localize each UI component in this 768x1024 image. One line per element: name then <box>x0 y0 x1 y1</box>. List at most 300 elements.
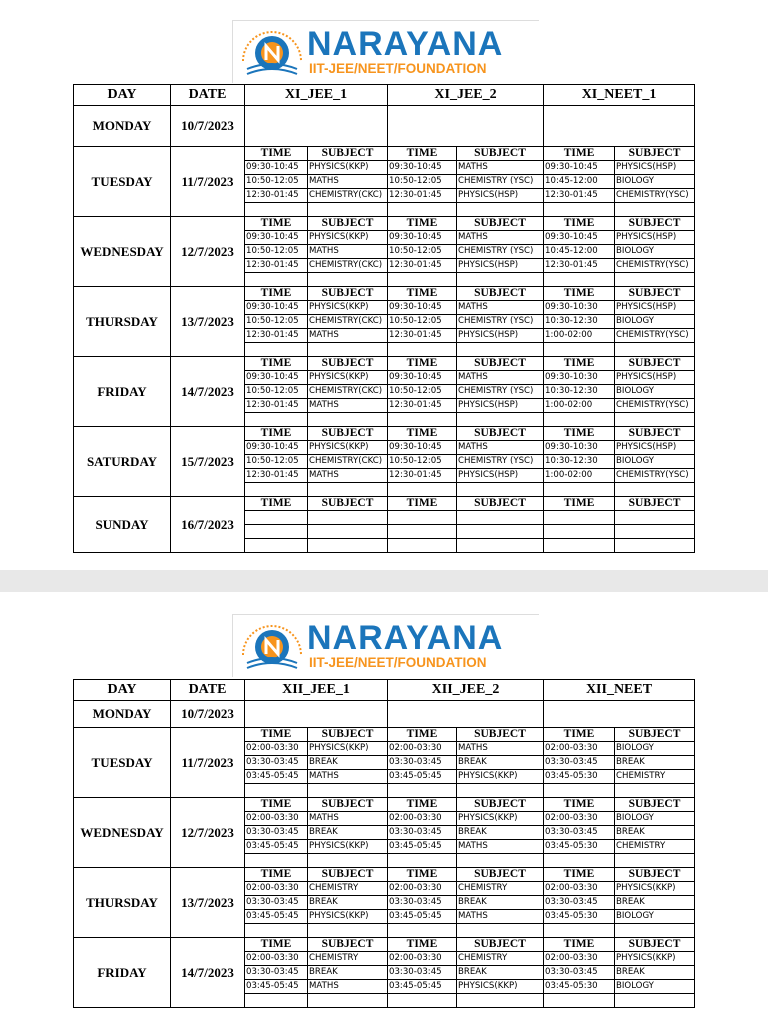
subject-cell: CHEMISTRY <box>308 952 388 966</box>
time-cell: 12:30-01:45 <box>544 189 615 203</box>
subject-cell: PHYSICS(KKP) <box>457 812 544 826</box>
time-cell: 03:30-03:45 <box>388 826 457 840</box>
blank-cell <box>615 784 695 798</box>
blank-cell <box>245 994 308 1008</box>
subject-cell: MATHS <box>457 742 544 756</box>
subject-cell <box>615 511 695 525</box>
time-header: TIME <box>245 427 308 441</box>
subject-cell: BREAK <box>308 826 388 840</box>
subject-cell: PHYSICS(KKP) <box>308 371 388 385</box>
subject-header: SUBJECT <box>457 938 544 952</box>
blank-cell <box>308 994 388 1008</box>
time-cell <box>245 511 308 525</box>
date-cell: 12/7/2023 <box>171 217 245 287</box>
subject-cell: PHYSICS(HSP) <box>457 469 544 483</box>
date-header: DATE <box>171 85 245 106</box>
time-cell: 10:50-12:05 <box>245 385 308 399</box>
subject-header: SUBJECT <box>308 798 388 812</box>
subject-cell: PHYSICS(HSP) <box>457 259 544 273</box>
subject-cell <box>457 525 544 539</box>
time-header: TIME <box>245 357 308 371</box>
sub-header-row <box>74 868 695 882</box>
blank-cell <box>388 924 457 938</box>
subject-cell: BIOLOGY <box>615 910 695 924</box>
time-cell: 02:00-03:30 <box>388 882 457 896</box>
time-cell: 03:30-03:45 <box>388 756 457 770</box>
time-cell <box>245 525 308 539</box>
time-header: TIME <box>388 147 457 161</box>
subject-header: SUBJECT <box>615 287 695 301</box>
timetable-xi <box>73 84 695 553</box>
day-cell: SATURDAY <box>74 427 171 497</box>
time-cell: 02:00-03:30 <box>544 952 615 966</box>
time-cell: 12:30-01:45 <box>388 469 457 483</box>
blank-cell <box>615 273 695 287</box>
narayana-logo <box>232 20 539 83</box>
day-row <box>74 106 695 147</box>
time-cell: 02:00-03:30 <box>544 812 615 826</box>
subject-header: SUBJECT <box>457 868 544 882</box>
blank-cell <box>388 994 457 1008</box>
subject-cell: BREAK <box>457 966 544 980</box>
sub-header-row <box>74 287 695 301</box>
blank-cell <box>615 343 695 357</box>
subject-cell <box>308 525 388 539</box>
blank-cell <box>308 413 388 427</box>
time-cell: 03:45-05:45 <box>245 840 308 854</box>
blank-cell <box>308 483 388 497</box>
subject-cell: PHYSICS(KKP) <box>615 952 695 966</box>
day-cell: FRIDAY <box>74 357 171 427</box>
time-cell: 12:30-01:45 <box>544 259 615 273</box>
subject-cell: BREAK <box>615 826 695 840</box>
narayana-logo <box>232 614 539 677</box>
blank-cell <box>457 203 544 217</box>
blank-cell <box>457 784 544 798</box>
subject-header: SUBJECT <box>615 427 695 441</box>
subject-cell: MATHS <box>308 812 388 826</box>
date-cell: 11/7/2023 <box>171 728 245 798</box>
subject-cell: BREAK <box>457 756 544 770</box>
blank-cell <box>245 483 308 497</box>
subject-cell: CHEMISTRY <box>457 952 544 966</box>
subject-header: SUBJECT <box>308 938 388 952</box>
blank-cell <box>544 784 615 798</box>
subject-cell: PHYSICS(HSP) <box>615 371 695 385</box>
time-cell: 09:30-10:30 <box>544 371 615 385</box>
blank-cell <box>457 483 544 497</box>
time-cell: 03:45-05:30 <box>544 770 615 784</box>
time-cell: 12:30-01:45 <box>388 399 457 413</box>
time-header: TIME <box>388 868 457 882</box>
subject-cell: BREAK <box>308 756 388 770</box>
empty-cell <box>388 106 544 147</box>
subject-cell: MATHS <box>457 231 544 245</box>
time-cell: 09:30-10:45 <box>544 161 615 175</box>
blank-cell <box>457 343 544 357</box>
subject-header: SUBJECT <box>308 287 388 301</box>
time-header: TIME <box>544 427 615 441</box>
time-cell: 02:00-03:30 <box>245 812 308 826</box>
time-header: TIME <box>388 938 457 952</box>
time-cell: 03:30-03:45 <box>544 966 615 980</box>
time-header: TIME <box>245 147 308 161</box>
subject-cell: BIOLOGY <box>615 980 695 994</box>
brand-name: NARAYANA <box>307 25 504 63</box>
subject-cell: PHYSICS(HSP) <box>615 231 695 245</box>
blank-cell <box>388 483 457 497</box>
time-cell: 03:45-05:45 <box>388 770 457 784</box>
time-header: TIME <box>544 728 615 742</box>
time-cell: 10:45-12:00 <box>544 245 615 259</box>
subject-cell: CHEMISTRY(YSC) <box>615 259 695 273</box>
time-cell: 10:50-12:05 <box>388 315 457 329</box>
blank-cell <box>457 539 544 553</box>
blank-cell <box>615 854 695 868</box>
subject-cell: MATHS <box>308 329 388 343</box>
time-cell: 03:45-05:30 <box>544 910 615 924</box>
subject-cell: PHYSICS(HSP) <box>615 301 695 315</box>
group-header: XI_JEE_2 <box>388 85 544 106</box>
time-cell: 09:30-10:45 <box>245 441 308 455</box>
subject-cell <box>615 525 695 539</box>
blank-cell <box>457 924 544 938</box>
subject-cell: PHYSICS(KKP) <box>457 980 544 994</box>
subject-cell: PHYSICS(KKP) <box>308 840 388 854</box>
subject-cell: CHEMISTRY(YSC) <box>615 469 695 483</box>
time-cell: 1:00-02:00 <box>544 399 615 413</box>
subject-cell: BIOLOGY <box>615 175 695 189</box>
time-cell: 10:50-12:05 <box>388 245 457 259</box>
subject-cell: CHEMISTRY(YSC) <box>615 329 695 343</box>
day-row <box>74 701 695 728</box>
time-cell: 09:30-10:45 <box>245 161 308 175</box>
time-header: TIME <box>388 357 457 371</box>
subject-cell: BREAK <box>457 826 544 840</box>
time-cell: 09:30-10:45 <box>388 371 457 385</box>
date-cell: 16/7/2023 <box>171 497 245 553</box>
time-cell <box>544 525 615 539</box>
blank-cell <box>615 994 695 1008</box>
date-cell: 13/7/2023 <box>171 868 245 938</box>
time-cell: 02:00-03:30 <box>544 742 615 756</box>
day-cell: WEDNESDAY <box>74 798 171 868</box>
subject-cell: CHEMISTRY <box>615 770 695 784</box>
time-cell: 03:30-03:45 <box>245 896 308 910</box>
subject-cell: MATHS <box>457 840 544 854</box>
subject-cell: PHYSICS(KKP) <box>308 742 388 756</box>
blank-cell <box>245 203 308 217</box>
subject-cell <box>308 511 388 525</box>
subject-header: SUBJECT <box>615 147 695 161</box>
time-cell: 02:00-03:30 <box>245 742 308 756</box>
time-cell: 03:45-05:45 <box>388 980 457 994</box>
time-cell: 12:30-01:45 <box>245 189 308 203</box>
subject-cell: CHEMISTRY(YSC) <box>615 399 695 413</box>
subject-cell: CHEMISTRY(CKC) <box>308 189 388 203</box>
subject-cell: CHEMISTRY <box>457 882 544 896</box>
blank-cell <box>544 413 615 427</box>
subject-header: SUBJECT <box>308 217 388 231</box>
blank-cell <box>544 273 615 287</box>
subject-header: SUBJECT <box>308 497 388 511</box>
blank-cell <box>308 539 388 553</box>
subject-cell: BIOLOGY <box>615 455 695 469</box>
blank-cell <box>308 854 388 868</box>
time-cell: 03:30-03:45 <box>388 896 457 910</box>
blank-cell <box>544 203 615 217</box>
blank-cell <box>615 924 695 938</box>
subject-header: SUBJECT <box>457 147 544 161</box>
time-cell: 09:30-10:30 <box>544 441 615 455</box>
time-cell: 10:30-12:30 <box>544 455 615 469</box>
time-header: TIME <box>388 217 457 231</box>
subject-cell: CHEMISTRY(CKC) <box>308 259 388 273</box>
time-cell: 10:50-12:05 <box>245 175 308 189</box>
blank-cell <box>457 854 544 868</box>
time-cell: 12:30-01:45 <box>245 399 308 413</box>
date-cell: 14/7/2023 <box>171 357 245 427</box>
blank-cell <box>308 343 388 357</box>
subject-cell: CHEMISTRY <box>615 840 695 854</box>
time-header: TIME <box>544 357 615 371</box>
time-cell: 02:00-03:30 <box>388 742 457 756</box>
time-header: TIME <box>544 938 615 952</box>
time-header: TIME <box>245 938 308 952</box>
time-header: TIME <box>388 497 457 511</box>
blank-cell <box>615 203 695 217</box>
time-cell: 03:45-05:45 <box>388 840 457 854</box>
subject-cell: CHEMISTRY (YSC) <box>457 245 544 259</box>
blank-cell <box>388 273 457 287</box>
subject-cell: MATHS <box>457 301 544 315</box>
time-header: TIME <box>544 217 615 231</box>
time-cell: 02:00-03:30 <box>388 952 457 966</box>
empty-cell <box>544 106 695 147</box>
blank-cell <box>308 273 388 287</box>
subject-cell: MATHS <box>457 910 544 924</box>
subject-cell: BREAK <box>615 756 695 770</box>
subject-cell: BIOLOGY <box>615 245 695 259</box>
subject-cell: MATHS <box>308 175 388 189</box>
subject-header: SUBJECT <box>615 357 695 371</box>
subject-cell: CHEMISTRY <box>308 882 388 896</box>
time-cell: 03:30-03:45 <box>245 756 308 770</box>
subject-cell: BIOLOGY <box>615 812 695 826</box>
time-cell: 09:30-10:45 <box>245 231 308 245</box>
time-cell: 02:00-03:30 <box>245 952 308 966</box>
time-cell: 10:50-12:05 <box>388 385 457 399</box>
time-cell: 10:30-12:30 <box>544 315 615 329</box>
subject-header: SUBJECT <box>457 217 544 231</box>
time-cell: 02:00-03:30 <box>388 812 457 826</box>
time-header: TIME <box>245 728 308 742</box>
brand-tagline: IIT-JEE/NEET/FOUNDATION <box>309 655 487 670</box>
subject-cell: BREAK <box>308 966 388 980</box>
time-cell: 03:30-03:45 <box>388 966 457 980</box>
blank-cell <box>544 343 615 357</box>
subject-header: SUBJECT <box>457 798 544 812</box>
day-cell: TUESDAY <box>74 147 171 217</box>
blank-cell <box>308 784 388 798</box>
subject-header: SUBJECT <box>457 728 544 742</box>
subject-cell: BREAK <box>308 896 388 910</box>
blank-cell <box>245 924 308 938</box>
time-cell: 03:30-03:45 <box>245 826 308 840</box>
subject-header: SUBJECT <box>615 798 695 812</box>
blank-cell <box>388 343 457 357</box>
subject-cell: CHEMISTRY(CKC) <box>308 315 388 329</box>
time-cell: 10:50-12:05 <box>245 315 308 329</box>
blank-cell <box>388 854 457 868</box>
blank-cell <box>544 539 615 553</box>
subject-cell: PHYSICS(KKP) <box>308 910 388 924</box>
time-cell: 03:45-05:45 <box>245 770 308 784</box>
blank-cell <box>544 994 615 1008</box>
subject-cell: CHEMISTRY (YSC) <box>457 175 544 189</box>
subject-cell: MATHS <box>457 161 544 175</box>
subject-cell: PHYSICS(HSP) <box>615 161 695 175</box>
header-row <box>74 680 695 701</box>
time-cell: 12:30-01:45 <box>245 329 308 343</box>
sub-header-row <box>74 147 695 161</box>
time-header: TIME <box>245 287 308 301</box>
time-cell: 03:45-05:45 <box>388 910 457 924</box>
blank-cell <box>615 413 695 427</box>
subject-header: SUBJECT <box>457 427 544 441</box>
blank-cell <box>388 784 457 798</box>
group-header: XII_NEET <box>544 680 695 701</box>
time-cell: 10:45-12:00 <box>544 175 615 189</box>
time-cell: 09:30-10:45 <box>388 441 457 455</box>
time-cell: 12:30-01:45 <box>388 329 457 343</box>
date-cell: 15/7/2023 <box>171 427 245 497</box>
time-header: TIME <box>544 147 615 161</box>
date-cell: 12/7/2023 <box>171 798 245 868</box>
time-cell: 03:45-05:45 <box>245 910 308 924</box>
time-cell: 09:30-10:45 <box>245 301 308 315</box>
subject-header: SUBJECT <box>457 357 544 371</box>
date-cell: 13/7/2023 <box>171 287 245 357</box>
time-header: TIME <box>388 728 457 742</box>
group-header: XII_JEE_1 <box>245 680 388 701</box>
group-header: XI_NEET_1 <box>544 85 695 106</box>
subject-header: SUBJECT <box>308 147 388 161</box>
day-cell: WEDNESDAY <box>74 217 171 287</box>
subject-cell: MATHS <box>308 469 388 483</box>
subject-cell: BIOLOGY <box>615 742 695 756</box>
time-cell <box>544 511 615 525</box>
subject-cell: PHYSICS(KKP) <box>308 301 388 315</box>
time-cell: 10:50-12:05 <box>245 455 308 469</box>
subject-cell: BREAK <box>615 896 695 910</box>
blank-cell <box>245 854 308 868</box>
subject-cell: CHEMISTRY(YSC) <box>615 189 695 203</box>
subject-cell: CHEMISTRY(CKC) <box>308 455 388 469</box>
subject-cell: PHYSICS(KKP) <box>308 441 388 455</box>
time-header: TIME <box>245 868 308 882</box>
subject-cell: BIOLOGY <box>615 315 695 329</box>
time-cell: 09:30-10:45 <box>245 371 308 385</box>
time-cell: 12:30-01:45 <box>245 259 308 273</box>
time-cell: 1:00-02:00 <box>544 329 615 343</box>
time-cell: 02:00-03:30 <box>245 882 308 896</box>
timetable-page-2 <box>0 592 768 1024</box>
day-cell: FRIDAY <box>74 938 171 1008</box>
blank-cell <box>245 539 308 553</box>
empty-cell <box>388 701 544 728</box>
time-cell: 03:30-03:45 <box>544 756 615 770</box>
subject-cell: PHYSICS(HSP) <box>457 189 544 203</box>
empty-cell <box>245 106 388 147</box>
subject-cell: CHEMISTRY (YSC) <box>457 315 544 329</box>
timetable-xii <box>73 679 695 1008</box>
time-cell: 09:30-10:45 <box>544 231 615 245</box>
subject-cell: MATHS <box>457 441 544 455</box>
group-header: XII_JEE_2 <box>388 680 544 701</box>
time-header: TIME <box>388 287 457 301</box>
time-cell: 02:00-03:30 <box>544 882 615 896</box>
subject-cell: PHYSICS(KKP) <box>308 161 388 175</box>
blank-cell <box>457 413 544 427</box>
group-header: XI_JEE_1 <box>245 85 388 106</box>
blank-cell <box>245 413 308 427</box>
date-cell: 10/7/2023 <box>171 106 245 147</box>
blank-cell <box>308 203 388 217</box>
empty-cell <box>245 701 388 728</box>
sub-header-row <box>74 728 695 742</box>
header-row <box>74 85 695 106</box>
subject-header: SUBJECT <box>615 497 695 511</box>
time-cell: 10:50-12:05 <box>388 455 457 469</box>
time-cell: 12:30-01:45 <box>388 189 457 203</box>
time-cell: 12:30-01:45 <box>388 259 457 273</box>
sub-header-row <box>74 938 695 952</box>
day-cell: THURSDAY <box>74 287 171 357</box>
brand-name: NARAYANA <box>307 619 504 657</box>
time-header: TIME <box>544 497 615 511</box>
subject-cell: CHEMISTRY (YSC) <box>457 455 544 469</box>
subject-cell <box>457 511 544 525</box>
time-cell: 09:30-10:45 <box>388 301 457 315</box>
time-cell: 09:30-10:45 <box>388 231 457 245</box>
time-cell: 12:30-01:45 <box>245 469 308 483</box>
subject-cell: MATHS <box>308 245 388 259</box>
blank-cell <box>544 924 615 938</box>
time-header: TIME <box>388 798 457 812</box>
subject-cell: BIOLOGY <box>615 385 695 399</box>
sub-header-row <box>74 217 695 231</box>
blank-cell <box>245 343 308 357</box>
blank-cell <box>388 203 457 217</box>
blank-cell <box>388 413 457 427</box>
subject-cell: MATHS <box>457 371 544 385</box>
subject-header: SUBJECT <box>308 427 388 441</box>
time-cell: 03:30-03:45 <box>544 896 615 910</box>
blank-cell <box>245 784 308 798</box>
time-cell: 1:00-02:00 <box>544 469 615 483</box>
time-header: TIME <box>245 217 308 231</box>
time-header: TIME <box>245 497 308 511</box>
sub-header-row <box>74 497 695 511</box>
subject-header: SUBJECT <box>308 728 388 742</box>
subject-cell: PHYSICS(HSP) <box>457 399 544 413</box>
narayana-emblem-icon <box>237 23 307 81</box>
sub-header-row <box>74 357 695 371</box>
subject-header: SUBJECT <box>308 357 388 371</box>
empty-cell <box>544 701 695 728</box>
subject-cell: PHYSICS(HSP) <box>615 441 695 455</box>
